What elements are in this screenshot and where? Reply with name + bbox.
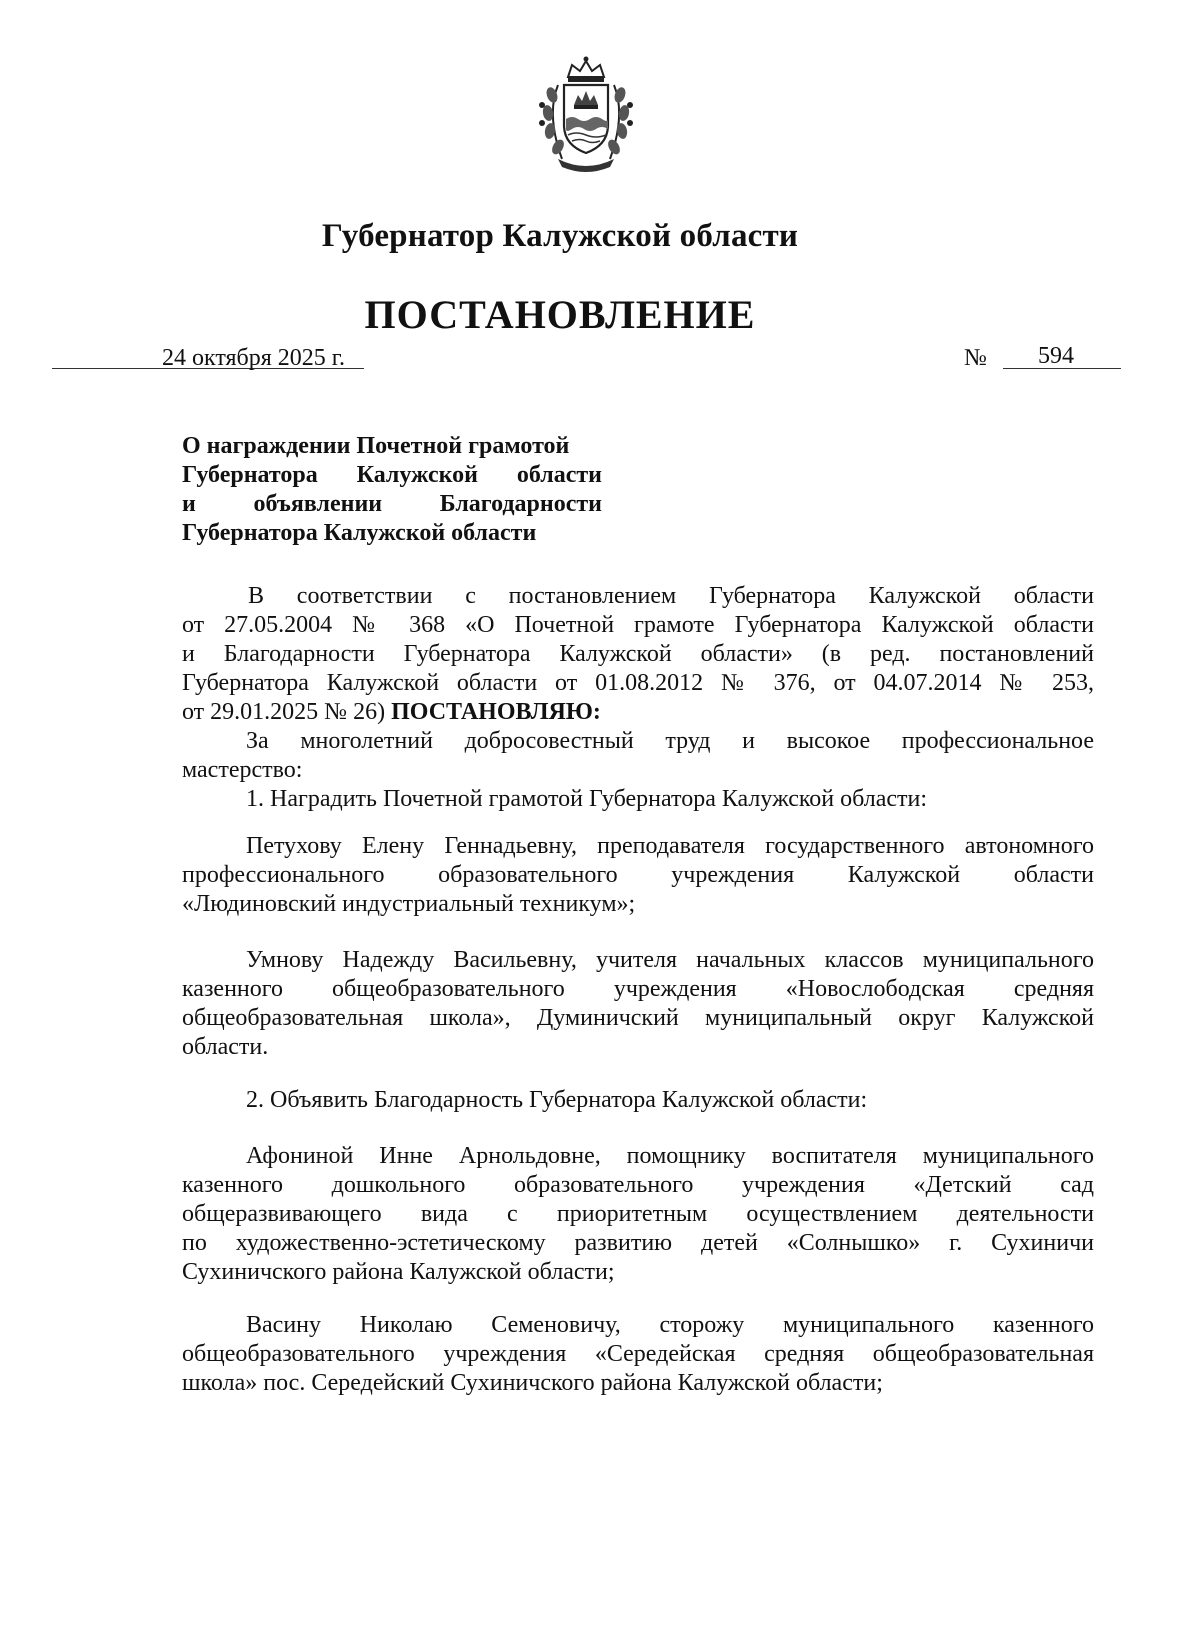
text-line: по художественно-эстетическому развитию детей «Солнышко» г. Сухиничи bbox=[182, 1230, 1094, 1256]
text-line: Умнову Надежду Васильевну, учителя начальных классов муниципального bbox=[246, 947, 1094, 973]
item-1-heading: 1. Наградить Почетной грамотой Губернатора Калужской области: bbox=[246, 786, 928, 812]
subject-line: и объявлении Благодарности bbox=[182, 491, 602, 517]
text-line: мастерство: bbox=[182, 757, 303, 783]
text-line: общеразвивающего вида с приоритетным осуществлением деятельности bbox=[182, 1201, 1094, 1227]
text-line: от 27.05.2004 № 368 «О Почетной грамоте Губернатора Калужской области bbox=[182, 612, 1094, 638]
text-line: и Благодарности Губернатора Калужской области» (в ред. постановлений bbox=[182, 641, 1094, 667]
text-line: казенного общеобразовательного учреждения «Новослободская средняя bbox=[182, 976, 1094, 1002]
subject-line: О награждении Почетной грамотой bbox=[182, 433, 570, 459]
number-sign: № bbox=[964, 345, 987, 371]
coat-of-arms-emblem bbox=[528, 55, 644, 177]
decree-keyword: ПОСТАНОВЛЯЮ: bbox=[391, 699, 601, 725]
subject-line: Губернатора Калужской области bbox=[182, 462, 602, 488]
item-2-heading-block bbox=[182, 1086, 1094, 1115]
text-line bbox=[182, 698, 1094, 727]
issuer-title: Губернатор Калужской области bbox=[321, 218, 799, 254]
document-subject bbox=[182, 432, 602, 548]
text-line: Афониной Инне Арнольдовне, помощнику воспитателя муниципального bbox=[246, 1143, 1094, 1169]
preamble-reference: от 29.01.2025 № 26) bbox=[182, 699, 392, 725]
text-line: школа» пос. Середейский Сухиничского района Калужской области; bbox=[182, 1370, 883, 1396]
text-line: профессионального образовательного учреждения Калужской области bbox=[182, 862, 1094, 888]
award-paragraph bbox=[182, 946, 1094, 1062]
subject-line: Губернатора Калужской области bbox=[182, 520, 537, 546]
gratitude-paragraph bbox=[182, 1142, 1094, 1287]
gratitude-paragraph bbox=[182, 1311, 1094, 1398]
award-paragraph bbox=[182, 832, 1094, 919]
document-date: 24 октября 2025 г. bbox=[162, 345, 345, 371]
text-line: области. bbox=[182, 1034, 269, 1060]
text-line: Губернатора Калужской области от 01.08.2012 № 376, от 04.07.2014 № 253, bbox=[182, 670, 1094, 696]
text-line: Васину Николаю Семеновичу, сторожу муниципального казенного bbox=[246, 1312, 1094, 1338]
item-2-heading: 2. Объявить Благодарность Губернатора Калужской области: bbox=[246, 1087, 868, 1113]
text-line: За многолетний добросовестный труд и высокое профессиональное bbox=[246, 728, 1094, 754]
text-line: общеобразовательная школа», Думиничский муниципальный округ Калужской bbox=[182, 1005, 1094, 1031]
text-line: Сухиничского района Калужской области; bbox=[182, 1259, 615, 1285]
document-type-title: ПОСТАНОВЛЕНИЕ bbox=[364, 292, 756, 337]
text-line: общеобразовательного учреждения «Середейская средняя общеобразовательная bbox=[182, 1341, 1094, 1367]
text-line: казенного дошкольного образовательного учреждения «Детский сад bbox=[182, 1172, 1094, 1198]
text-line: Петухову Елену Геннадьевну, преподавателя государственного автономного bbox=[246, 833, 1094, 859]
text-line: «Людиновский индустриальный техникум»; bbox=[182, 891, 636, 917]
preamble-paragraph bbox=[182, 582, 1094, 814]
text-line: В соответствии с постановлением Губернатора Калужской области bbox=[248, 583, 1094, 609]
document-number: 594 bbox=[1038, 343, 1074, 369]
